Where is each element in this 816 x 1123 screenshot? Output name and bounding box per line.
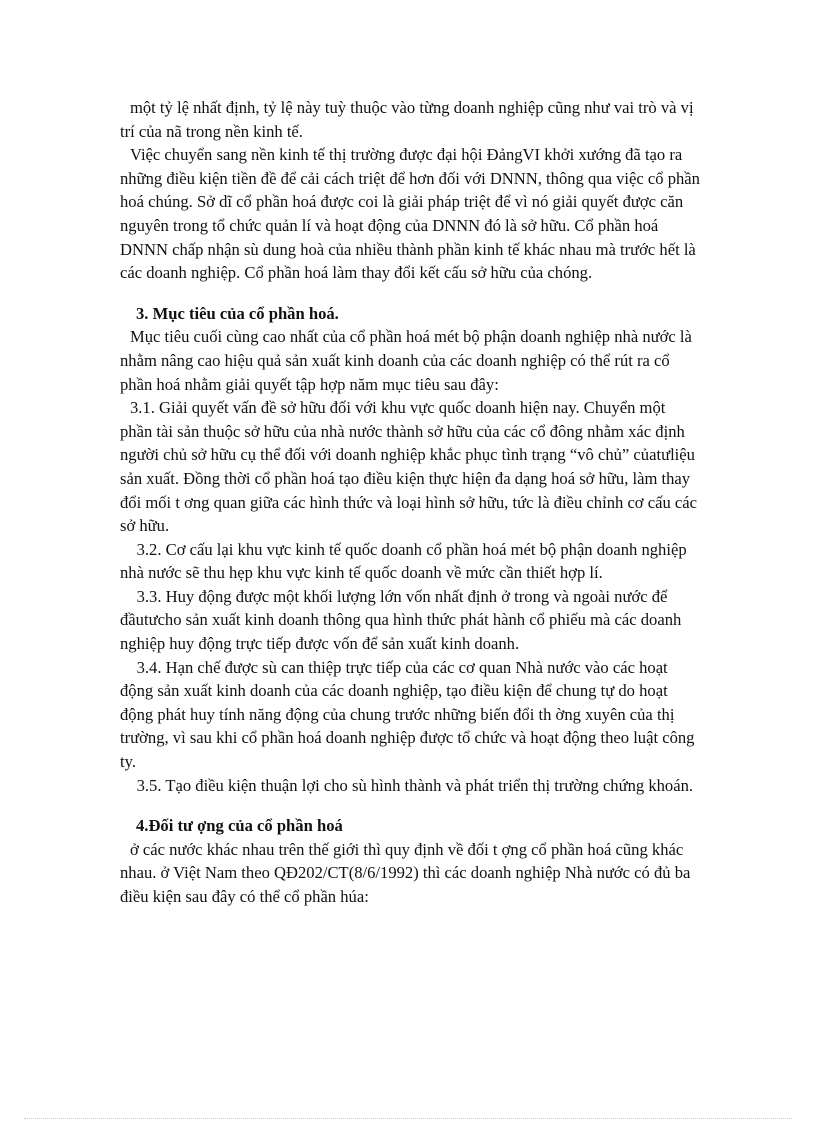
spacer [120,797,700,814]
document-body [120,96,700,909]
section-heading-4: 4.Đối tư ợng của cổ phần hoá [136,816,343,836]
paragraph-market-transition: Việc chuyển sang nền kinh tế thị trường được đại hội ĐảngVI khởi xướng đã tạo ra những điều kiện tiền đề để cải cách triệt để hơn đối với DNNN, thông qua việc cổ phần hoá chúng. Sở dĩ cổ phần hoá được coi là giải pháp triệt để vì nó giải quyết được căn nguyên trong tổ chức quản lí và hoạt động của DNNN đó là sở hữu. Cổ phần hoá DNNN chấp nhận sù dung hoà của nhiều thành phần kinh tế khác nhau mà trước hết là các doanh nghiệp. Cổ phần hoá làm thay đổi kết cấu sở hữu của chóng. [120,145,700,283]
spacer [120,285,700,302]
paragraph-objective-3-5: 3.5. Tạo điều kiện thuận lợi cho sù hình thành và phát triển thị trường chứng khoán. [136,775,694,795]
paragraph-objective-3-2: 3.2. Cơ cấu lại khu vực kinh tế quốc doanh cổ phần hoá mét bộ phận doanh nghiệp nhà nước sẽ thu hẹp khu vực kinh tế quốc doanh về mức cần thiết hợp lí. [120,539,687,583]
page-bottom-divider [24,1118,792,1119]
paragraph-objective-3-3: 3.3. Huy động được một khối lượng lớn vốn nhất định ở trong và ngoài nước để đầutưcho sản xuất kinh doanh thông qua hình thức phát hành cổ phiếu mà các doanh nghiệp huy động trực tiếp được vốn để sản xuất kinh doanh. [120,586,682,654]
section-heading-3: 3. Mục tiêu của cổ phần hoá. [136,303,339,323]
paragraph-objectives: Mục tiêu cuối cùng cao nhất của cổ phần hoá mét bộ phận doanh nghiệp nhà nước là nhằm nâng cao hiệu quả sản xuất kinh doanh của các doanh nghiệp có thể rút ra cổ phần hoá nhằm giải quyết tập hợp năm mục tiêu sau đây: [120,327,692,394]
paragraph-objective-3-1: 3.1. Giải quyết vấn đề sở hữu đối với khu vực quốc doanh hiện nay. Chuyển một phần tài sản thuộc sở hữu của nhà nước thành sở hữu của các cổ đông nhằm xác định người chủ sở hữu cụ thể đối với doanh nghiệp khắc phục tình trạng “vô chủ” củatưliệu sản xuất. Đồng thời cổ phần hoá tạo điều kiện thực hiện đa dạng hoá sở hữu, làm thay đổi mối t ơng quan giữa các hình thức và loại hình sở hữu, tức là điều chỉnh cơ cấu các sở hữu. [120,398,698,536]
paragraph-intro: một tỷ lệ nhất định, tỷ lệ này tuỳ thuộc vào từng doanh nghiệp cũng như vai trò và vị trí của nã trong nền kinh tế. [120,98,694,141]
paragraph-subjects: ở các nước khác nhau trên thế giới thì quy định về đối t ợng cổ phần hoá cũng khác nhau. ở Việt Nam theo QĐ202/CT(8/6/1992) thì các doanh nghiệp Nhà nước có đủ ba điều kiện sau đây có thể cổ phần húa: [120,839,691,906]
paragraph-objective-3-4: 3.4. Hạn chế được sù can thiệp trực tiếp của các cơ quan Nhà nước vào các hoạt động sản xuất kinh doanh của các doanh nghiệp, tạo điều kiện để chung tự do hoạt động phát huy tính năng động của chung trước những biến đổi th ờng xuyên của thị trường, vì sau khi cổ phần hoá doanh nghiệp được tổ chức và hoạt động theo luật công ty. [120,657,695,772]
